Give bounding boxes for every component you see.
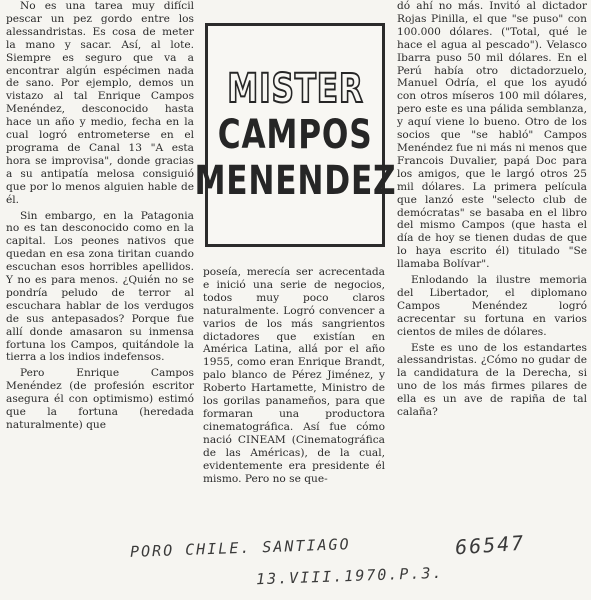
paragraph: Sin embargo, en la Patagonia no es tan desconocido como en la capital. Los peones nativos que quedan en esa zona tiritan cuando escuchan esos horribles apellidos. Y no es para menos. ¿Quién no se pondría peludo de terror al escuchara hablar de los verdugos de sus antepasados? Porque fue allí donde amasaron su inmensa fortuna los Campos, quitándole la tierra a los indios indefensos. xyxy=(6,209,194,364)
headline-line: MISTER xyxy=(226,66,364,112)
headline-line: CAMPOS xyxy=(217,112,373,158)
paragraph: Enlodando la ilustre memoria del Libertador, el diplomano Campos Menéndez logró acrecentar su fortuna en varios cientos de miles de dólares. xyxy=(397,274,587,338)
paragraph: Este es uno de los estandartes alessandristas. ¿Cómo no gudar de la candidatura de la Derecha, si uno de los más firmes pilares de ella es un ave de rapiña de tal calaña? xyxy=(397,341,587,419)
paragraph: Pero Enrique Campos Menéndez (de profesión escritor asegura él con optimismo) estimó que la fortuna (heredada naturalmente) que xyxy=(6,367,194,431)
paragraph: No es una tarea muy difícil pescar un pez gordo entre los alessandristas. Es cosa de meter la mano y sacar. Así, al lote. Siempre es seguro que va a encontrar algún espécimen nada de sano. Por ejemplo, demos un vistazo al tal Enrique Campos Menéndez, desconocido hasta hace un año y medio, fecha en la cual logró entrometerse en el programa de Canal 13 "A esta hora se improvisa", donde gracias a su antipatía melosa consiguió que por lo menos alguien hable de él. xyxy=(6,0,194,206)
paragraph: poseía, merecía ser acrecentada e inició una serie de negocios, todos muy poco claros naturalmente. Logró convencer a varios de los más sangrientos dictadores que existían en América Latina, allá por el año 1955, como eran Enrique Brandt, palo blanco de Pérez Jiménez, y Roberto Hartamette, Ministro de los gorilas panameños, para que formaran una productora cinematográfica. Así fue cómo nació CINEAM (Cinematográfica de las Américas), de la cual, evidentemente era presidente él mismo. Pero no se que- xyxy=(203,266,385,485)
handwritten-date: 13.VIII.1970.P.3. xyxy=(255,563,444,589)
article-column-3 xyxy=(397,0,587,422)
paragraph: dó ahí no más. Invitó al dictador Rojas Pinilla, el que "se puso" con 100.000 dólares. ("Total, qué le hace el agua al pescado"). Velasco Ibarra puso 50 mil dólares. En el Perú había otro dictadorzuelo, Manuel Odría, el que los ayudó con otros míseros 100 mil dólares, pero este es una pálida semblanza, y aquí viene lo bueno. Otro de los socios que "se habló" Campos Menéndez fue ni más ni menos que Francois Duvalier, papá Doc para los amigos, que le largó otros 25 mil dólares. La primera película que lanzó este "selecto club de demócratas" se basaba en el libro del mismo Campos (que hasta el día de hoy se tienen dudas de que lo haya escrito él) titulado "Se llamaba Bolívar". xyxy=(397,0,587,271)
handwritten-number: 66547 xyxy=(454,530,526,560)
headline-line: MENENDEZ xyxy=(194,158,396,204)
headline-box xyxy=(194,23,396,247)
article-column-1 xyxy=(6,0,194,435)
article-column-2 xyxy=(203,266,385,488)
handwritten-source: PORO CHILE. SANTIAGO xyxy=(129,535,351,561)
